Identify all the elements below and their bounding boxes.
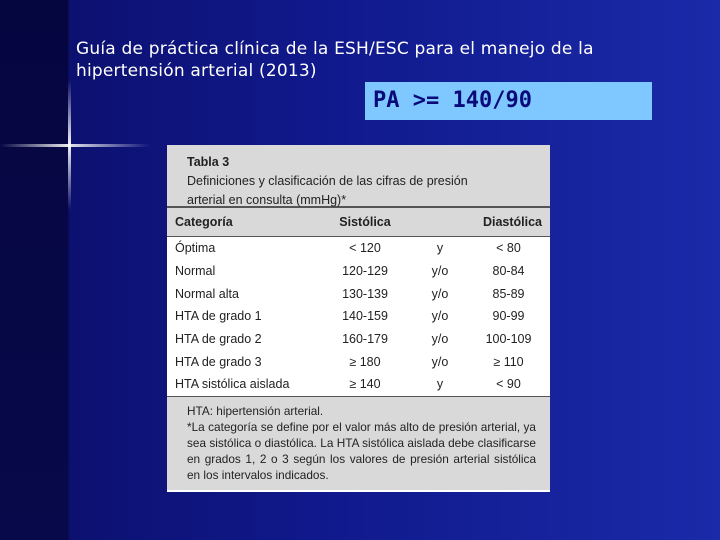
cell-diastolic: < 90: [496, 377, 521, 392]
table-row: [167, 282, 550, 305]
table-footnote: [167, 396, 550, 490]
left-band: [0, 0, 68, 540]
cell-category: Óptima: [175, 241, 216, 256]
table-header-row: [167, 207, 550, 237]
cell-connector: y/o: [431, 354, 449, 369]
cell-category: HTA de grado 3: [175, 354, 262, 369]
classification-table-card: [167, 145, 550, 492]
cell-diastolic: 80-84: [492, 264, 525, 279]
footnote-abbreviation: HTA: hipertensión arterial.: [187, 403, 324, 418]
cell-systolic: 160-179: [342, 332, 388, 347]
cell-connector: y: [436, 377, 444, 392]
cell-diastolic: < 80: [496, 241, 521, 256]
sparkle-vertical-ray: [68, 80, 71, 210]
cell-category: Normal: [175, 264, 216, 279]
slide-title: Guía de práctica clínica de la ESH/ESC para el manejo de la hipertensión arterial (2013): [76, 39, 594, 81]
cell-category: Normal alta: [175, 286, 239, 301]
table-row: [167, 350, 550, 373]
cell-connector: y/o: [431, 309, 449, 324]
cell-connector: y/o: [431, 286, 449, 301]
header-category: Categoría: [167, 207, 325, 237]
cell-diastolic: ≥ 110: [493, 354, 524, 369]
cell-category: HTA de grado 1: [175, 309, 262, 324]
cell-systolic: ≥ 180: [349, 354, 381, 369]
cell-systolic: 120-129: [342, 264, 388, 279]
cell-systolic: < 120: [349, 241, 381, 256]
table-caption-text: Definiciones y clasificación de las cifras de presión arterial en consulta (mmHg)*: [187, 174, 468, 207]
table-row: [167, 328, 550, 351]
cell-connector: y: [436, 241, 444, 256]
cell-systolic: 130-139: [342, 286, 388, 301]
cell-connector: y/o: [431, 332, 449, 347]
header-diastolic: Diastólica: [475, 207, 550, 237]
cell-systolic: 140-159: [342, 309, 388, 324]
blood-pressure-threshold-badge: PA >= 140/90: [365, 82, 652, 120]
cell-diastolic: 90-99: [492, 309, 525, 324]
cell-category: HTA de grado 2: [175, 332, 262, 347]
table-row: [167, 305, 550, 328]
cell-diastolic: 85-89: [492, 286, 525, 301]
header-systolic: Sistólica: [325, 207, 405, 237]
cell-diastolic: 100-109: [485, 332, 532, 347]
table-row: [167, 373, 550, 396]
table-row: [167, 260, 550, 283]
bp-classification-table: [167, 206, 550, 396]
footnote-definition: *La categoría se define por el valor más alto de presión arterial, ya sea sistólica o diastólica. La HTA sistólica aislada debe clasificarse en grados 1, 2 o 3 según los valores de presión arterial sistólica en los intervalos indicados.: [187, 419, 536, 482]
cell-category: HTA sistólica aislada: [175, 377, 290, 392]
header-connector: [405, 207, 475, 237]
table-caption: [167, 145, 550, 206]
table-number: Tabla 3: [187, 155, 230, 169]
table-row: [167, 237, 550, 260]
sparkle-horizontal-ray: [0, 144, 150, 147]
cell-systolic: ≥ 140: [349, 377, 381, 392]
cell-connector: y/o: [431, 264, 449, 279]
